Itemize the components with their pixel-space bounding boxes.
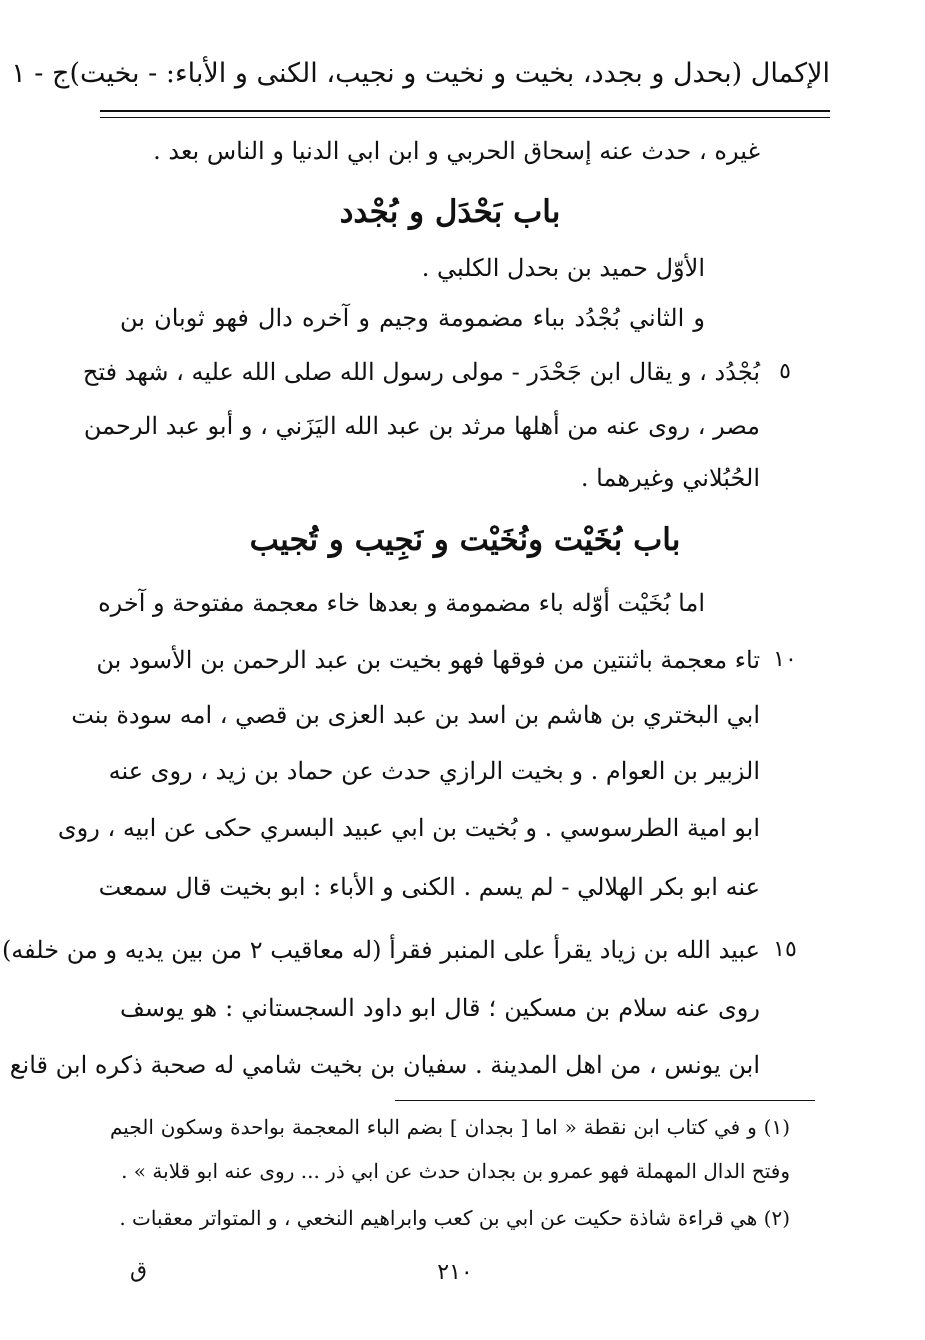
page-number: ٢١٠ xyxy=(437,1260,473,1285)
body-line-1: غيره ، حدث عنه إسحاق الحربي و ابن ابي الدنيا و الناس بعد . xyxy=(153,137,760,165)
body-line-5: بُجْدُد ، و يقال ابن جَحْدَر - مولى رسول الله صلى الله عليه ، شهد فتح xyxy=(82,358,760,386)
body-line-10: تاء معجمة باثنتين من فوقها فهو بخيت بن عبد الرحمن بن الأسود بن xyxy=(96,646,760,674)
body-line-16: روى عنه سلام بن مسكين ؛ قال ابو داود السجستاني : هو يوسف xyxy=(120,994,760,1022)
body-line-11: ابي البختري بن هاشم بن اسد بن عبد العزى بن قصي ، امه سودة بنت xyxy=(71,701,760,729)
body-line-9: اما بُخَيْت أوّله باء مضمومة و بعدها خاء معجمة مفتوحة و آخره xyxy=(98,589,705,617)
body-line-15: عبيد الله بن زياد يقرأ على المنبر فقرأ (له معاقيب ٢ من بين يديه و من خلفه) xyxy=(1,936,760,964)
body-line-6: مصر ، روى عنه من أهلها مرثد بن عبد الله اليَزَني ، و أبو عبد الرحمن xyxy=(83,412,760,440)
footnote-rule xyxy=(395,1100,815,1101)
running-head-title: الإكمال (بحدل و بجدد، بخيت و نخيت و نجيب، الكنى و الأباء: - بخيت) xyxy=(69,57,830,89)
header-rule-thin xyxy=(100,117,830,118)
section-heading-2: باب بُخَيْت ونُخَيْت و نَجِيب و تُجيب xyxy=(249,522,681,558)
line-number-10: ١٠ xyxy=(773,647,797,672)
body-line-4: و الثاني بُجْدُد بباء مضمومة وجيم و آخره دال فهو ثوبان بن xyxy=(120,304,705,332)
body-line-12: الزبير بن العوام . و بخيت الرازي حدث عن حماد بن زيد ، روى عنه xyxy=(108,757,760,785)
body-line-14: عنه ابو بكر الهلالي - لم يسم . الكنى و الأباء : ابو بخيت قال سمعت xyxy=(98,873,760,901)
footnote-1: (١) و في كتاب ابن نقطة « اما [ بجدان ] بضم الباء المعجمة بواحدة وسكون الجيم xyxy=(110,1115,790,1139)
body-line-17: ابن يونس ، من اهل المدينة . سفيان بن بخيت شامي له صحبة ذكره ابن قانع xyxy=(9,1051,760,1079)
running-head-volume: ج - ١ xyxy=(11,57,70,89)
footnote-1-continued: وفتح الدال المهملة فهو عمرو بن بجدان حدث عن ابي ذر ... روى عنه ابو قلابة » . xyxy=(121,1159,790,1183)
section-heading-1: باب بَحْدَل و بُجْدد xyxy=(339,194,561,230)
header-rule xyxy=(100,110,830,112)
line-number-5: ٥ xyxy=(779,359,791,384)
printer-signature-mark: ق xyxy=(130,1258,148,1283)
line-number-15: ١٥ xyxy=(773,937,797,962)
body-line-13: ابو امية الطرسوسي . و بُخيت بن ابي عبيد البسري حكى عن ابيه ، روى xyxy=(57,814,760,842)
body-line-3: الأوّل حميد بن بحدل الكلبي . xyxy=(421,254,705,282)
footnote-2: (٢) هي قراءة شاذة حكيت عن ابي بن كعب وابراهيم النخعي ، و المتواتر معقبات . xyxy=(119,1206,790,1230)
body-line-7: الحُبُلاني وغيرهما . xyxy=(580,464,760,492)
running-head xyxy=(11,48,830,98)
